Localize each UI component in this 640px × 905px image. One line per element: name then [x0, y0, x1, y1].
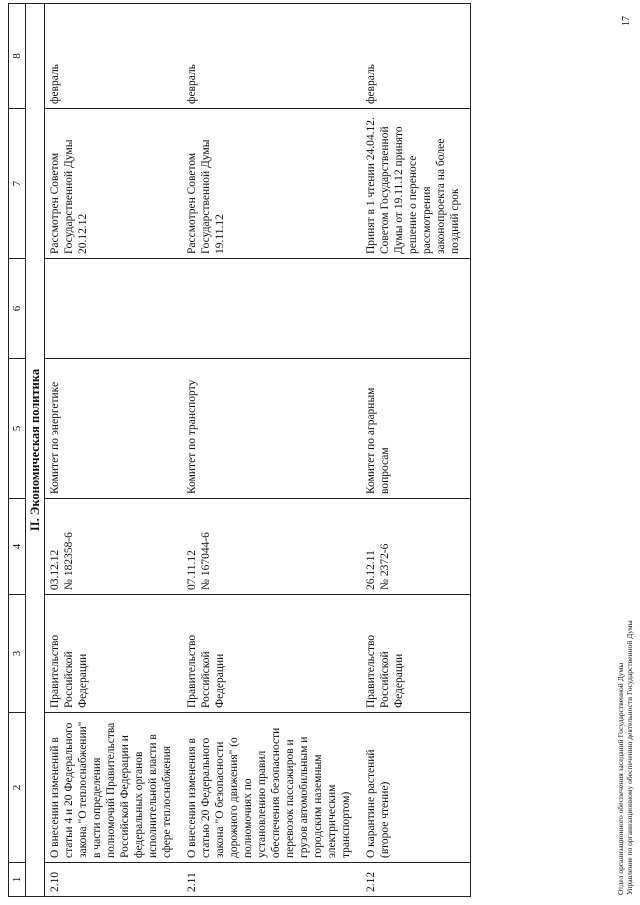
section-header-row: [26, 4, 45, 897]
registration-date: 26.12.11: [365, 550, 377, 590]
row-number: 2.11: [182, 863, 361, 897]
bill-status: Рассмотрен Советом Государственной Думы 19.11.12: [182, 109, 361, 259]
bill-author: Правительство Российской Федерации: [182, 595, 361, 713]
legislation-table: [8, 3, 471, 897]
column-header: 3: [9, 595, 26, 713]
responsible-committee: Комитет по энергетике: [45, 359, 183, 499]
responsible-committee: Комитет по транспорту: [182, 359, 361, 499]
responsible-committee: Комитет по аграрным вопросам: [361, 359, 471, 499]
page-footer: [616, 620, 634, 895]
planned-month: февраль: [45, 4, 183, 109]
column-6-cell: [45, 259, 183, 359]
row-number: 2.10: [45, 863, 183, 897]
registration-date: 03.12.12: [49, 549, 61, 590]
table-row: [45, 4, 183, 897]
column-header: 4: [9, 499, 26, 595]
planned-month: февраль: [361, 4, 471, 109]
table-row: [361, 4, 471, 897]
registration-date: 07.11.12: [186, 550, 198, 590]
bill-title: О внесении изменений в статьи 4 и 20 Федерального закона "О теплоснабжении" в части определения полномочий Правительства Российской Федерации и федеральных органов исполнительной власти в сфере теплоснабжения: [45, 713, 183, 863]
section-title: II. Экономическая политика: [26, 4, 45, 897]
registration-number: № 167044-6: [200, 532, 212, 590]
column-header: 1: [9, 863, 26, 897]
footer-department: Отдел организационного обеспечения заседаний Государственной Думы: [616, 662, 625, 895]
page-number: 17: [621, 16, 632, 26]
column-number-row: [9, 4, 26, 897]
bill-title: О карантине растений (второе чтение): [361, 713, 471, 863]
column-header: 5: [9, 359, 26, 499]
row-number: 2.12: [361, 863, 471, 897]
column-header: 8: [9, 4, 26, 109]
table-row: [182, 4, 361, 897]
planned-month: февраль: [182, 4, 361, 109]
bill-title: О внесении изменения в статью 20 Федерального закона "О безопасности дорожного движения" (о полномочиях по установлению правил обеспечения безопасности перевозок пассажиров и грузов автомобильным и городским наземным электрическим транспортом): [182, 713, 361, 863]
column-6-cell: [182, 259, 361, 359]
bill-registration: [182, 499, 361, 595]
bill-status: Рассмотрен Советом Государственной Думы 20.12.12: [45, 109, 183, 259]
footer-directorate: Управление по организационному обеспечению деятельности Государственной Думы: [625, 620, 634, 895]
bill-author: Правительство Российской Федерации: [45, 595, 183, 713]
bill-status: Принят в 1 чтении 24.04.12. Советом Государственной Думы от 19.11.12 принято решение о переносе рассмотрения законопроекта на более поздний срок: [361, 109, 471, 259]
registration-number: № 182358-6: [63, 532, 75, 590]
bill-author: Правительство Российской Федерации: [361, 595, 471, 713]
registration-number: № 2372-6: [379, 543, 391, 590]
column-header: 7: [9, 109, 26, 259]
bill-registration: [361, 499, 471, 595]
column-6-cell: [361, 259, 471, 359]
bill-registration: [45, 499, 183, 595]
column-header: 6: [9, 259, 26, 359]
column-header: 2: [9, 713, 26, 863]
